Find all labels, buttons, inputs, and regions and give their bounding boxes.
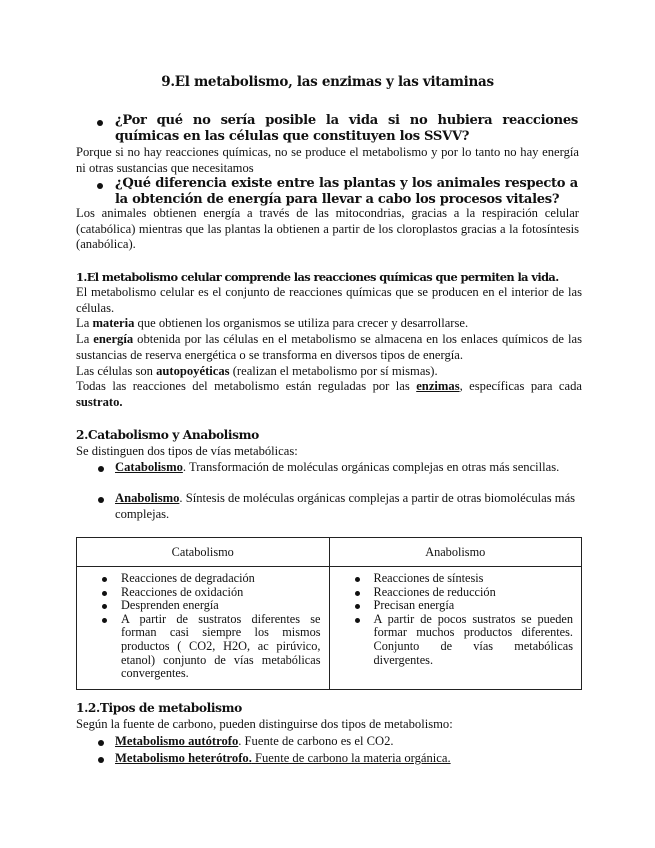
table-row [77,567,582,690]
autotrofo-definition: Metabolismo autótrofo. Fuente de carbono es el CO2. [115,734,394,748]
anabolismo-cell [329,567,582,690]
list-item: Desprenden energía [121,599,321,613]
bullet-icon [98,757,104,763]
paragraph: La energía obtenida por las células en el metabolismo se almacena en los enlaces químicos de las sustancias de reserva energética o se transforma en diversos tipos de energía. [76,332,582,362]
question-2: ¿Qué diferencia existe entre las plantas y los animales respecto a la obtención de energía para llevar a cabo los procesos vitales? [115,176,578,207]
section-1-heading: 1.El metabolismo celular comprende las reacciones químicas que permiten la vida. [76,270,559,284]
bold-term: sustrato [76,394,120,409]
bold-term: energía [93,332,134,347]
section-1-body [76,285,582,411]
comparison-table [76,537,582,690]
bold-term: Metabolismo autótrofo [115,734,239,748]
section-3-heading: 1.2.Tipos de metabolismo [76,701,242,715]
bold-term: Catabolismo [115,460,183,474]
bullet-icon [97,183,103,189]
anabolismo-definition: Anabolismo. Síntesis de moléculas orgánicas complejas a partir de otras biomoléculas más complejas. [115,491,576,521]
question-1: ¿Por qué no sería posible la vida si no hubiera reacciones químicas en las células que constituyen los SSVV? [115,113,578,144]
section-2-intro: Se distinguen dos tipos de vías metabólicas: [76,444,298,458]
bold-term: Anabolismo [115,491,180,505]
catabolismo-definition: Catabolismo. Transformación de moléculas orgánicas complejas en otras más sencillas. [115,460,560,474]
bullet-icon [98,497,104,503]
section-2-heading: 2.Catabolismo y Anabolismo [76,428,259,442]
list-item: Reacciones de degradación [121,572,321,586]
answer-2: Los animales obtienen energía a través de las mitocondrias, gracias a la respiración celular (catabólica) mientras que las plantas la obtienen a partir de los cloroplastos gracias a la fotosíntesis (anabólica). [76,206,579,252]
table-header-anabolismo: Anabolismo [329,538,582,567]
catabolismo-cell [77,567,330,690]
paragraph: La materia que obtienen los organismos se utiliza para crecer y desarrollarse. [76,316,469,331]
table-header-catabolismo: Catabolismo [77,538,330,567]
heterotrofo-definition: Metabolismo heterótrofo. Fuente de carbono la materia orgánica. [115,751,451,765]
page-title: 9.El metabolismo, las enzimas y las vitaminas [161,74,494,90]
table-header-row [77,538,582,567]
answer-1: Porque si no hay reacciones químicas, no se produce el metabolismo y por lo tanto no hay energía ni otras sustancias que necesitamos [76,145,579,175]
list-item: Reacciones de oxidación [121,586,321,600]
section-3-intro: Según la fuente de carbono, pueden distinguirse dos tipos de metabolismo: [76,717,453,731]
bold-term: materia [92,316,135,331]
bullet-icon [98,740,104,746]
list-item: Reacciones de síntesis [374,572,574,586]
list-item: Precisan energía [374,599,574,613]
list-item: A partir de sustratos diferentes se forman casi siempre los mismos productos ( CO2, H2O, ac pirúvico, etanol) conjunto de vías metabólicas convergentes. [121,611,321,681]
list-item: A partir de pocos sustratos se pueden formar muchos productos diferentes. Conjunto de vías metabólicas divergentes. [373,611,573,667]
bullet-icon [98,466,104,472]
paragraph: Las células son autopoyéticas (realizan el metabolismo por sí mismas). [76,363,438,378]
list-item: Reacciones de reducción [374,586,574,600]
bold-term: enzimas [416,379,460,394]
bold-term: autopoyéticas [156,363,230,378]
bold-term: Metabolismo heterótrofo. [115,751,252,765]
paragraph: El metabolismo celular es el conjunto de reacciones químicas que se producen en el interior de las células. [76,285,582,315]
bullet-icon [97,120,103,126]
paragraph: Todas las reacciones del metabolismo están reguladas por las enzimas, específicas para cada sustrato. [76,379,582,409]
